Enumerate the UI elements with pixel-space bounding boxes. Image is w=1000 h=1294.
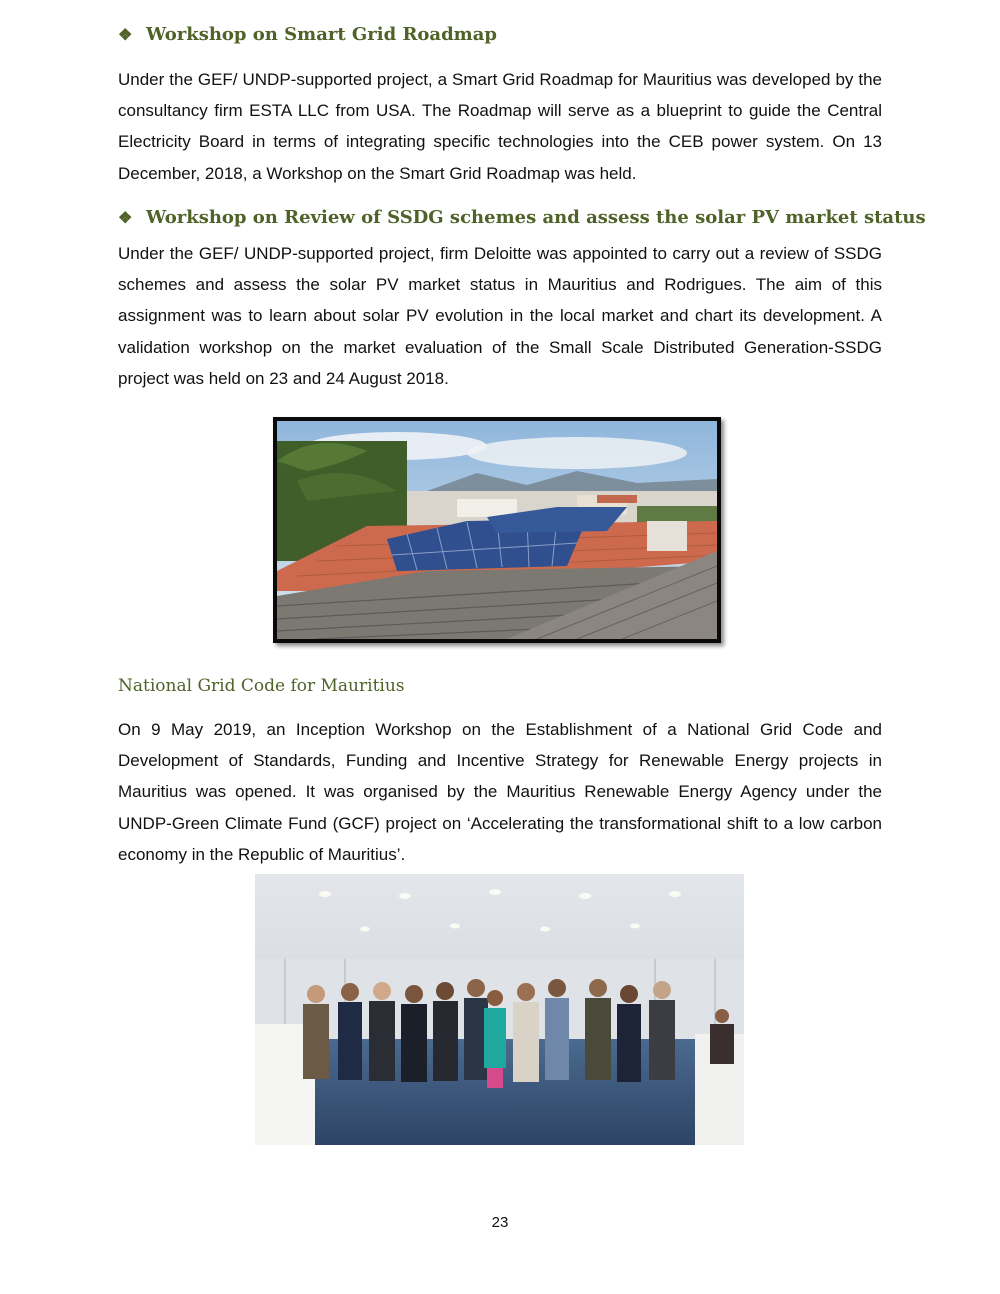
page-number: 23 <box>491 1214 509 1231</box>
workshop-group-photo <box>255 874 744 1145</box>
section-heading-ssdg-review <box>118 207 926 228</box>
paragraph-smart-grid: Under the GEF/ UNDP-supported project, a Smart Grid Roadmap for Mauritius was developed by the consultancy firm ESTA LLC from USA. The Roadmap will serve as a blueprint to guide the Central Electricity Board in terms of integrating specific technologies into the CEB power system. On 13 December, 2018, a Workshop on the Smart Grid Roadmap was held. <box>118 70 882 183</box>
heading-text: Workshop on Smart Grid Roadmap <box>146 24 497 45</box>
diamond-bullet-icon: ❖ <box>118 208 133 227</box>
diamond-bullet-icon: ❖ <box>118 25 133 44</box>
solar-panels-rooftop-photo <box>273 417 721 643</box>
section-heading-smart-grid <box>118 24 497 45</box>
heading-text: Workshop on Review of SSDG schemes and assess the solar PV market status <box>146 207 926 228</box>
paragraph-ssdg-review: Under the GEF/ UNDP-supported project, firm Deloitte was appointed to carry out a review of SSDG schemes and assess the solar PV market status in Mauritius and Rodrigues. The aim of this assignment was to learn about solar PV evolution in the local market and chart its development. A validation workshop on the market evaluation of the Small Scale Distributed Generation-SSDG project was held on 23 and 24 August 2018. <box>118 244 882 388</box>
section-heading-grid-code: National Grid Code for Mauritius <box>118 676 405 696</box>
paragraph-grid-code: On 9 May 2019, an Inception Workshop on the Establishment of a National Grid Code and Development of Standards, Funding and Incentive Strategy for Renewable Energy projects in Mauritius was opened. It was organised by the Mauritius Renewable Energy Agency under the UNDP-Green Climate Fund (GCF) project on ‘Accelerating the transformational shift to a low carbon economy in the Republic of Mauritius’. <box>118 720 882 864</box>
